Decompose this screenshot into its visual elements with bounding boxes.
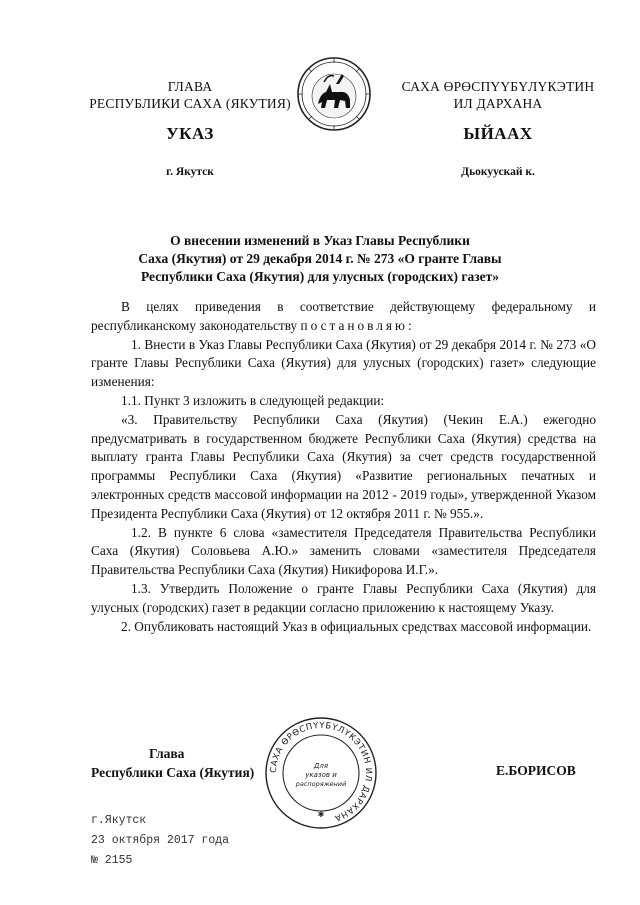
stamp-center-line1: Для — [313, 762, 329, 770]
paragraph-1-1: 1.1. Пункт 3 изложить в следующей редакции: — [121, 392, 385, 408]
paragraph-preamble — [91, 298, 596, 336]
svg-text:✱: ✱ — [317, 810, 325, 819]
title-line1: О внесении изменений в Указ Главы Республики — [170, 233, 470, 248]
footer-block — [91, 811, 229, 871]
header-left-line2: РЕСПУБЛИКИ САХА (ЯКУТИЯ) — [89, 96, 291, 111]
signature-role — [91, 744, 281, 782]
official-stamp — [262, 714, 380, 832]
header-left-line1: ГЛАВА — [167, 79, 213, 94]
paragraph-1-3: 1.3. Утвердить Положение о гранте Главы Республики Саха (Якутия) для улусных (городских) газет в редакции согласно приложению к настоящему Указу. — [91, 580, 596, 615]
signature-role-line1: Глава — [149, 746, 185, 761]
stamp-ring-text: САХА ӨРӨСПҮҮБҮЛҮКЭТИН ИЛ ДАРХАНА — [268, 720, 374, 823]
header-right-line2: ИЛ ДАРХАНА — [453, 96, 543, 111]
paragraph-2: 2. Опубликовать настоящий Указ в официальных средствах массовой информации. — [121, 618, 592, 634]
signature-role-line2: Республики Саха (Якутия) — [91, 765, 255, 780]
footer-date: 23 октября 2017 года — [91, 834, 230, 847]
stamp-center-line3: распоряжений — [295, 780, 347, 788]
paragraph-1-2: 1.2. В пункте 6 слова «заместителя Председателя Правительства Республики Саха (Якутия) Соловьева А.Ю.» заменить словами «заместителя Председателя Правительства Республики Саха (Якутия) Никифорова И.Г.». — [91, 524, 596, 578]
title-line3: Республики Саха (Якутия) для улусных (городских) газет» — [140, 269, 500, 284]
paragraph-1: 1. Внести в Указ Главы Республики Саха (Якутия) от 29 декабря 2014 г. № 273 «О гранте Главы Республики Саха (Якутия) для улусных (городских) газет» следующие изменения: — [91, 336, 596, 390]
preamble-decree-word: постановляю — [300, 317, 408, 333]
signatory-name: Е.БОРИСОВ — [496, 763, 576, 778]
header-right — [378, 78, 618, 112]
stamp-center-line2: указов и — [305, 771, 337, 779]
paragraph-1-1-quote: «3. Правительству Республики Саха (Якутия) (Чекин Е.А.) ежегодно предусматривать в государственном бюджете Республики Саха (Якутия) средства на выплату гранта Главы Республики Саха (Якутия) за счет средств государственной программы Республики Саха (Якутия) «Развитие региональных печатных и электронных средств массовой информации на 2012 - 2019 годы», утвержденной Указом Президента Республики Саха (Якутия) от 12 октября 2011 г. № 955.». — [91, 411, 596, 521]
footer-city: г.Якутск — [91, 814, 147, 827]
document-title — [95, 232, 545, 286]
footer-number: № 2155 — [91, 854, 133, 867]
title-line2: Саха (Якутия) от 29 декабря 2014 г. № 273 «О гранте Главы — [138, 251, 502, 266]
city-left: г. Якутск — [166, 166, 214, 178]
city-right: Дьокуускай к. — [461, 166, 535, 178]
coat-of-arms-emblem — [294, 54, 374, 134]
doc-type-right: ЫЙААХ — [463, 124, 533, 143]
header-right-line1: САХА ӨРӨСПҮҮБҮЛҮКЭТИН — [401, 79, 595, 94]
header-left — [70, 78, 310, 112]
document-body — [91, 298, 596, 636]
preamble-text: В целях приведения в соответствие действующему федеральному и республиканскому законодательству — [91, 299, 596, 333]
preamble-end: : — [407, 317, 412, 333]
doc-type-left: УКАЗ — [166, 124, 214, 143]
